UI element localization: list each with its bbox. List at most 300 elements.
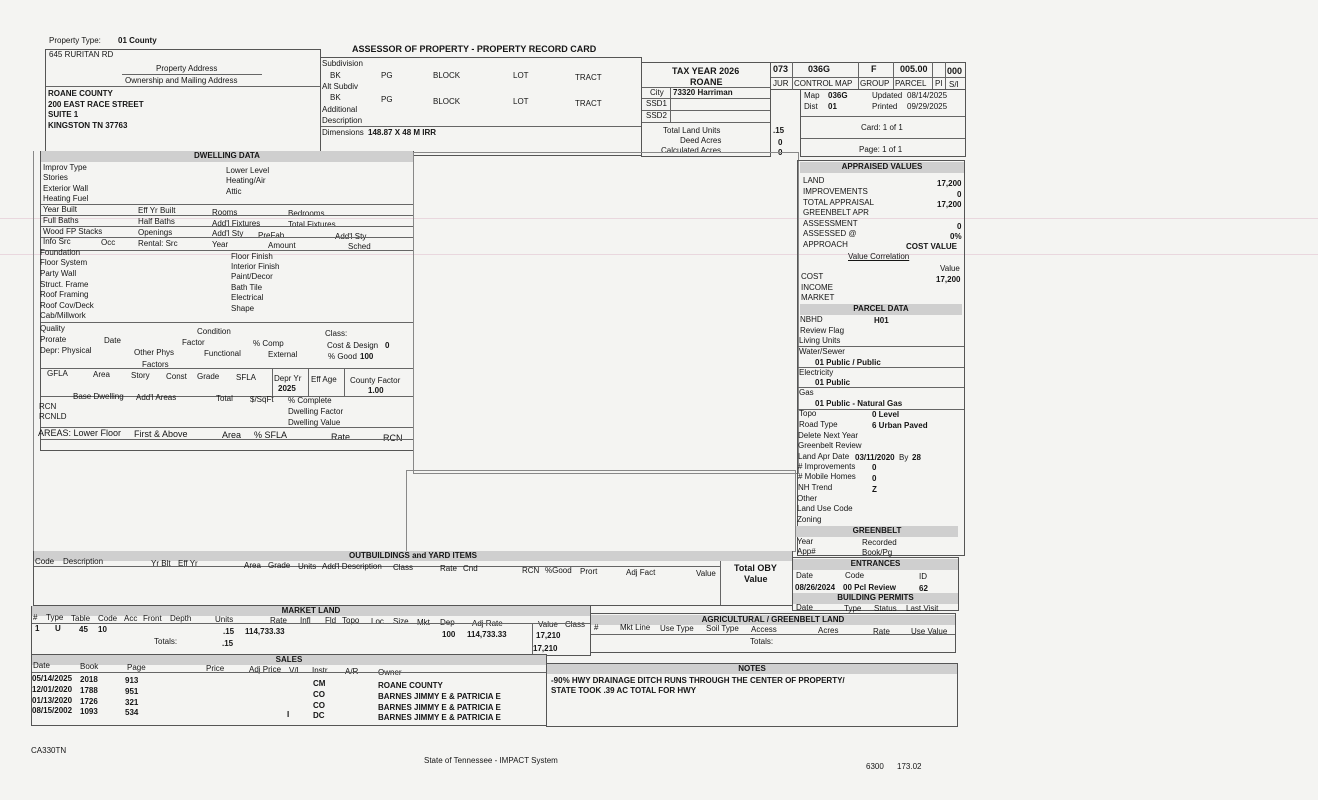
parcel-value: 005.00 [900,64,928,74]
areas-label: Rate [331,432,351,442]
pd-label: Zoning [797,515,822,524]
pd-value: 01 Public / Public [815,358,881,367]
footer-code: 173.02 [897,762,922,771]
dw-label: SFLA [236,373,257,382]
owner-line: KINGSTON TN 37763 [48,121,128,130]
dw-value: 0 [385,341,390,350]
dw-label: Quality [40,324,65,333]
jur-value: 073 [773,64,789,74]
sale-vi: I [287,710,290,719]
pd-label: NH Trend [798,483,833,492]
sale-page: 534 [125,708,139,717]
divider [798,387,964,388]
permits-col: Last Visit [906,604,939,613]
ml-col: Units [215,615,234,624]
sale-book: 1788 [80,686,98,695]
description-label: Description [322,116,363,125]
dw-label: Class: [325,329,348,338]
printed-label: Printed [872,102,898,111]
sale-book: 2018 [80,675,98,684]
bk-label: BK [330,93,341,102]
divider [46,86,320,87]
dw-label: Roof Framing [40,290,89,299]
appraised-label: APPROACH [803,240,848,249]
parcel-label: PARCEL [895,79,927,88]
ob-col: Units [298,562,317,571]
divider [801,116,965,117]
appraised-value: 17,200 [937,179,962,188]
control-map-label: CONTROL MAP [794,79,853,88]
lot-label: LOT [513,97,529,106]
ml-col: Code [98,614,118,623]
gb-label: Recorded [862,538,897,547]
form-id: CA330TN [31,746,67,755]
dw-label: Total Fixtures [288,220,336,229]
sales-col: Adj Price [249,665,282,674]
dw-label: Bath Tile [231,283,263,292]
areas-label: Area [222,430,242,440]
value-correlation-label: Value Correlation [848,252,910,261]
jur-label: JUR [773,79,789,88]
dw-label: Add'l Sty [335,232,367,241]
dwelling-header: DWELLING DATA [41,151,413,162]
tract-label: TRACT [575,99,602,108]
ml-cell: 114,733.33 [467,630,507,639]
updated-label: Updated [872,91,903,100]
pi-label: PI [935,79,943,88]
dw-label: % Comp [253,339,284,348]
dw-label: Eff Yr Built [138,206,176,215]
ml-cell: 45 [79,625,88,634]
areas-label: First & Above [134,429,188,439]
sales-col: Book [80,662,99,671]
sale-owner: BARNES JIMMY E & PATRICIA E [378,713,501,722]
divider [893,62,894,90]
sales-col: Date [33,661,50,670]
dw-label: Depr Yr [274,374,302,383]
divider [642,98,770,99]
alt-subdiv-label: Alt Subdiv [322,82,359,91]
appraised-value: 17,200 [937,200,962,209]
ob-col: Value [696,569,716,578]
dw-label: Info Src [43,237,71,246]
pd-label: By [899,453,909,462]
dw-label: Prorate [40,335,67,344]
divider [798,367,964,368]
ml-cell: U [55,624,61,633]
appraised-header: APPRAISED VALUES [800,162,964,173]
dw-label: Roof Cov/Deck [40,301,94,310]
card-number: Card: 1 of 1 [861,123,903,132]
pd-label: Other [797,494,818,503]
sketch-area-lower [406,470,796,552]
divider [344,368,345,396]
ml-cell: 1 [35,624,40,633]
dw-label: External [268,350,298,359]
ob-col: Rate [440,564,457,573]
pd-label: Land Use Code [797,504,853,513]
dw-label: County Factor [350,376,401,385]
calculated-acres-label: Calculated Acres [661,146,722,155]
dimensions-label: Dimensions [322,128,364,137]
ml-col: Depth [170,614,192,623]
pd-label: Electricity [799,368,834,377]
ml-col: Adj Rate [472,619,503,628]
dw-value: 100 [360,352,374,361]
dw-label: Cost & Design [327,341,379,350]
divider [32,672,546,673]
dw-value: 1.00 [368,386,384,395]
ob-col: RCN [522,566,540,575]
ml-totals-label: Totals: [154,637,178,646]
sale-date: 01/13/2020 [32,696,73,705]
divider [801,138,965,139]
sales-col: Owner [378,668,402,677]
sale-owner: BARNES JIMMY E & PATRICIA E [378,703,501,712]
divider [272,368,273,396]
pd-label: Gas [799,388,814,397]
ag-col: Use Value [911,627,948,636]
divider [932,62,933,90]
dist-value: 01 [828,102,837,111]
total-oby-label: Value [744,574,768,584]
dw-label: Base Dwelling [73,392,124,401]
ag-totals-label: Totals: [750,637,774,646]
pg-label: PG [381,95,393,104]
permits-col: Date [796,603,813,612]
dw-label: Cab/Millwork [40,311,86,320]
sale-date: 08/15/2002 [32,706,73,715]
pd-value: 6 Urban Paved [872,421,928,430]
divider [41,439,413,440]
pd-label: Greenbelt Review [798,441,862,450]
dw-label: Half Baths [138,217,175,226]
system-name: State of Tennessee - IMPACT System [424,756,558,765]
divider [670,87,671,123]
pg-label: PG [381,71,393,80]
pd-label: Topo [799,409,817,418]
greenbelt-header: GREENBELT [796,526,958,537]
entrances-col: Code [845,571,865,580]
dw-label: Year [212,240,229,249]
ml-grand-total: 17,210 [533,644,558,653]
pd-value: 01 Public [815,378,851,387]
pd-label: # Mobile Homes [798,472,856,481]
dw-label: Story [131,371,150,380]
dw-label: GFLA [47,369,68,378]
market-land-header: MARKET LAND [32,606,590,616]
ml-cell: .15 [223,627,235,636]
dw-label: PreFab [258,231,285,240]
additional-label: Additional [322,105,358,114]
pd-label: Delete Next Year [798,431,859,440]
dw-label: Total [216,394,233,403]
note-line: -90% HWY DRAINAGE DITCH RUNS THROUGH THE CENTER OF PROPERTY/ [551,676,845,685]
appraised-label: GREENBELT APR [803,208,869,217]
county-name: ROANE [690,77,723,87]
pd-label: Review Flag [800,326,845,335]
dw-label: Depr: Physical [40,346,92,355]
entrance-date: 08/26/2024 [795,583,836,592]
control-map-value: 036G [808,64,831,74]
divider [308,368,309,396]
pd-value: 01 Public - Natural Gas [815,399,903,408]
divider [642,110,770,111]
entrances-col: Date [796,571,813,580]
permits-col: Type [844,604,862,613]
gb-label: Year [797,537,814,546]
ml-totals-units: .15 [222,639,234,648]
dw-label: Heating Fuel [43,194,89,203]
divider [798,346,964,347]
subdivision-label: Subdivision [322,59,363,68]
ag-col: Mkt Line [620,623,651,632]
sales-col: Page [127,663,146,672]
dw-label: Condition [197,327,231,336]
property-type-label: Property Type: [49,36,101,45]
appraised-value: 0 [957,222,962,231]
divider [41,215,413,216]
dw-label: Party Wall [40,269,77,278]
dw-label: % Good [328,352,357,361]
dw-label: Struct. Frame [40,280,89,289]
divider [41,204,413,205]
sales-col: Instr [312,666,328,675]
ssd1-label: SSD1 [646,99,667,108]
sale-instr: DC [313,711,325,720]
entrances-col: ID [919,572,927,581]
pd-value: H01 [874,316,889,325]
dw-label: Exterior Wall [43,184,89,193]
dw-label: Sched [348,242,371,251]
divider [591,634,955,635]
city-label: City [650,88,664,97]
divider [41,250,413,251]
ml-col: Size [393,617,409,626]
dw-label: Const [166,372,187,381]
dw-label: Add'l Sty [212,229,244,238]
group-value: F [871,64,877,74]
si-value: 000 [947,66,963,76]
divider [41,368,413,369]
dw-label: Dwelling Value [288,418,341,427]
dw-label: Dwelling Factor [288,407,344,416]
lot-label: LOT [513,71,529,80]
dw-label: Eff Age [311,375,337,384]
sale-page: 951 [125,687,139,696]
appraised-value: COST VALUE [906,242,957,251]
ob-col: Grade [268,561,291,570]
group-label: GROUP [860,79,890,88]
dw-value: 2025 [278,384,296,393]
dw-label: Floor Finish [231,252,273,261]
gb-label: Book/Pg [862,548,893,557]
appraised-value: 0% [950,232,962,241]
pd-value: 0 [872,463,877,472]
ml-cell: 10 [98,625,107,634]
sale-page: 321 [125,698,139,707]
tax-year: TAX YEAR 2026 [672,66,740,76]
divider [532,624,533,656]
pd-value: Z [872,485,877,494]
ownership-label: Ownership and Mailing Address [125,76,238,85]
pd-label: Living Units [799,336,841,345]
footer-code: 6300 [866,762,884,771]
ob-col: Yr Blt [151,559,171,568]
sales-col: Price [206,664,225,673]
gb-label: App# [797,547,816,556]
divider [32,623,590,624]
dw-label: RCNLD [39,412,67,421]
ag-col: # [594,623,599,632]
ob-col: Code [35,557,55,566]
ml-col: Fld [325,616,337,625]
dw-label: Bedrooms [288,209,325,218]
dw-label: $/SqFt [250,395,274,404]
ml-col: Acc [124,614,138,623]
ag-col: Rate [873,627,890,636]
dw-label: Occ [101,238,116,247]
pd-label: # Improvements [798,462,856,471]
dw-label: Date [104,336,121,345]
divider [321,126,641,127]
market-label: MARKET [801,293,835,302]
dist-label: Dist [804,102,818,111]
block-label: BLOCK [433,71,461,80]
ml-cell: 100 [442,630,456,639]
appraised-label: LAND [803,176,825,185]
entrances-header: ENTRANCES [793,559,958,570]
ml-col: # [33,613,38,622]
total-land-units-label: Total Land Units [663,126,721,135]
sale-date: 05/14/2025 [32,674,73,683]
appraised-value: 0 [957,190,962,199]
dw-label: Interior Finish [231,262,280,271]
ml-col: Infl [300,616,311,625]
dw-label: RCN [39,402,57,411]
sale-owner: BARNES JIMMY E & PATRICIA E [378,692,501,701]
printed-value: 09/29/2025 [907,102,948,111]
ag-col: Access [751,625,777,634]
dw-label: Wood FP Stacks [43,227,103,236]
ssd2-label: SSD2 [646,111,667,120]
ml-col: Dep [440,618,455,627]
pd-value: 0 [872,474,877,483]
property-type-value: 01 County [118,36,157,45]
underline [122,74,262,75]
left-border [33,151,41,551]
dw-label: % Complete [288,396,332,405]
owner-line: 200 EAST RACE STREET [48,100,144,109]
cost-label: COST [801,272,824,281]
dw-label: Functional [204,349,241,358]
calculated-acres-value: 0 [778,148,783,157]
outbuildings-header: OUTBUILDINGS and YARD ITEMS [34,551,792,561]
sale-page: 913 [125,676,139,685]
areas-label: AREAS: Lower Floor [38,428,122,438]
sales-col: A/R [345,667,359,676]
owner-line: ROANE COUNTY [48,89,113,98]
entrance-code: 00 Pcl Review [843,583,896,592]
divider [720,561,721,605]
ag-col: Soil Type [706,624,739,633]
dw-label: Attic [226,187,242,196]
total-oby-label: Total OBY [734,563,777,573]
dw-label: Amount [268,241,296,250]
dw-label: Foundation [40,248,81,257]
dw-label: Openings [138,228,173,237]
updated-value: 08/14/2025 [907,91,948,100]
note-line: STATE TOOK .39 AC TOTAL FOR HWY [551,686,697,695]
address-line: 645 RURITAN RD [49,50,114,59]
dw-label: Factors [142,360,169,369]
ml-col: Loc [371,617,384,626]
dw-label: Add'l Areas [136,393,177,402]
areas-label: % SFLA [254,430,288,440]
owner-line: SUITE 1 [48,110,79,119]
pd-value: 03/11/2020 [855,453,895,462]
dw-label: Factor [182,338,205,347]
ml-col: Mkt [417,618,430,627]
appraised-label: IMPROVEMENTS [803,187,868,196]
sale-instr: CO [313,701,325,710]
pd-label: Road Type [799,420,838,429]
dw-label: Rooms [212,208,238,217]
cost-value: 17,200 [936,275,961,284]
deed-acres-value: 0 [778,138,783,147]
ob-col: Adj Fact [626,568,656,577]
ml-col: Class [565,620,586,629]
ob-col: Description [63,557,104,566]
dw-label: Area [93,370,110,379]
dw-label: Electrical [231,293,264,302]
pd-label: Water/Sewer [799,347,845,356]
tract-label: TRACT [575,73,602,82]
dw-label: Grade [197,372,220,381]
value-col-label: Value [940,264,960,273]
ob-col: Class [393,563,414,572]
sale-instr: CM [313,679,326,688]
dw-label: Heating/Air [226,176,266,185]
dw-label: Paint/Decor [231,272,273,281]
sales-col: V/I [289,666,299,675]
divider [41,322,413,323]
appraised-label: TOTAL APPRAISAL [803,198,874,207]
dw-label: Add'l Fixtures [212,219,261,228]
deed-acres-label: Deed Acres [680,136,722,145]
notes-header: NOTES [547,664,957,674]
divider [792,62,793,90]
card-title: ASSESSOR OF PROPERTY - PROPERTY RECORD CARD [352,44,597,54]
city-value: 73320 Harriman [673,88,733,97]
parcel-data-header: PARCEL DATA [800,304,962,315]
appraised-label: ASSESSED @ [803,229,857,238]
appraised-label: ASSESSMENT [803,219,858,228]
block-label: BLOCK [433,97,461,106]
map-value: 036G [828,91,848,100]
dw-label: Stories [43,173,68,182]
divider [771,77,965,78]
page-number: Page: 1 of 1 [859,145,903,154]
sale-book: 1726 [80,697,98,706]
ag-col: Acres [818,626,839,635]
divider [41,237,413,238]
sale-date: 12/01/2020 [32,685,73,694]
areas-label: RCN [383,433,403,443]
divider [945,62,946,90]
dw-label: Rental: Src [138,239,178,248]
divider [642,122,770,123]
